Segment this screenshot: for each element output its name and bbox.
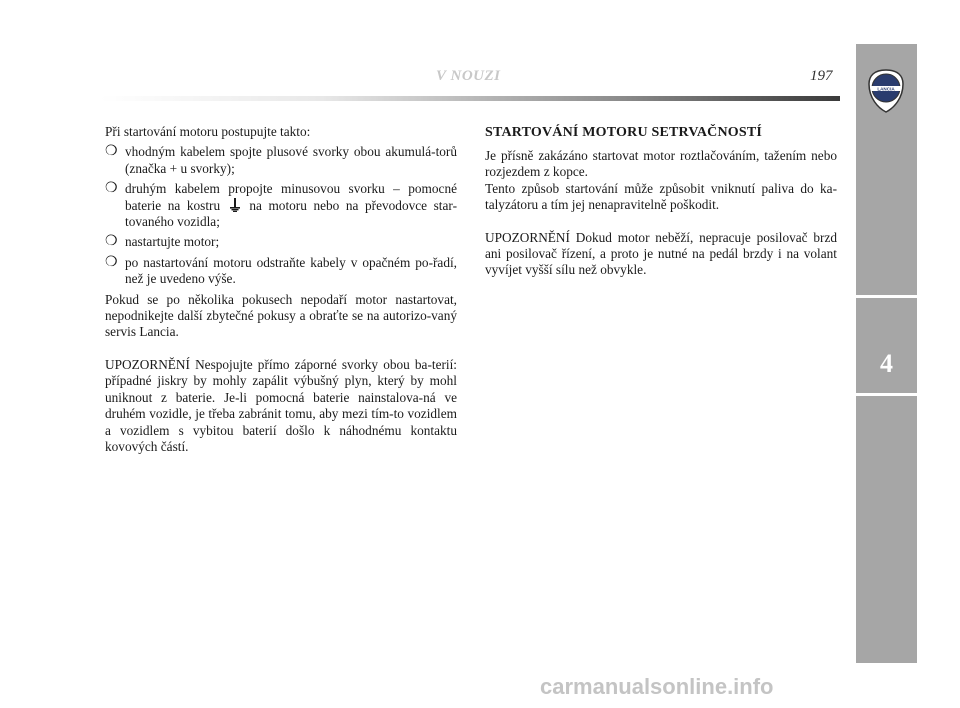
section-title: STARTOVÁNÍ MOTORU SETRVAČNOSTÍ [485, 125, 763, 140]
tab-separator-bottom [856, 393, 917, 396]
list-item [105, 255, 457, 288]
intro-text: Při startování motoru postupujte takto: [105, 124, 311, 139]
warning-paragraph: UPOZORNĚNÍ Dokud motor neběží, nepracuje posilovač brzd ani posilovač řízení, a proto je nutné na pedál brzdy i na volant vyvíjet vyšší sílu než obvykle. [485, 229, 837, 278]
ground-symbol-icon [229, 198, 241, 212]
list-item-text: vhodným kabelem spojte plusové svorky obou akumulá-torů (značka + u svorky); [125, 144, 457, 176]
paragraph: Je přísně zakázáno startovat motor roztlačováním, tažením nebo rozjezdem z kopce. [485, 148, 837, 180]
bullet-circle-icon: ❍ [105, 144, 118, 160]
bullet-circle-icon: ❍ [105, 181, 118, 197]
list-item-text: nastartujte motor; [125, 234, 220, 250]
bullet-circle-icon: ❍ [105, 234, 118, 250]
header-title: V NOUZI [436, 68, 501, 84]
paragraph: Pokud se po několika pokusech nepodaří motor nastartovat, nepodnikejte další zbytečné pokusy a obraťte se na autorizo-vaný servis Lancia. [105, 291, 457, 340]
list-item [105, 234, 457, 250]
warning-paragraph: UPOZORNĚNÍ Nespojujte přímo záporné svorky obou ba-terií: případné jiskry by mohly zapálit výbušný plyn, který by mohl uniknout z baterie. Je-li pomocná baterie nainstalova-ná ve druhém vozidle, je třeba zabránit tomu, aby mezi tím-to vozidlem a vozidlem s vybitou baterií došlo k náhodnému kontaktu kovových částí. [105, 356, 457, 454]
chapter-side-tab [856, 44, 917, 663]
lancia-logo-icon [866, 68, 906, 114]
list-item-text: po nastartování motoru odstraňte kabely v opačném po-řadí, než je uvedeno výše. [125, 254, 457, 287]
svg-text:LANCIA: LANCIA [877, 86, 895, 92]
watermark-text: carmanualsonline.info [540, 674, 774, 699]
header-rule [100, 96, 840, 101]
list-item [105, 181, 457, 230]
list-item [105, 144, 457, 177]
list-item-text: druhým kabelem propojte minusovou svorku – pomocné baterie na kostru na motoru nebo na převodovce star-tovaného vozidla; [125, 181, 457, 230]
paragraph: Tento způsob startování může způsobit vniknutí paliva do ka-talyzátoru a tím jej nenapravitelně poškodit. [485, 180, 837, 213]
tab-separator-top [856, 295, 917, 298]
bullet-circle-icon: ❍ [105, 254, 118, 270]
page-number: 197 [810, 68, 833, 84]
left-column [105, 124, 457, 455]
right-column [485, 124, 837, 279]
chapter-number: 4 [880, 349, 893, 378]
